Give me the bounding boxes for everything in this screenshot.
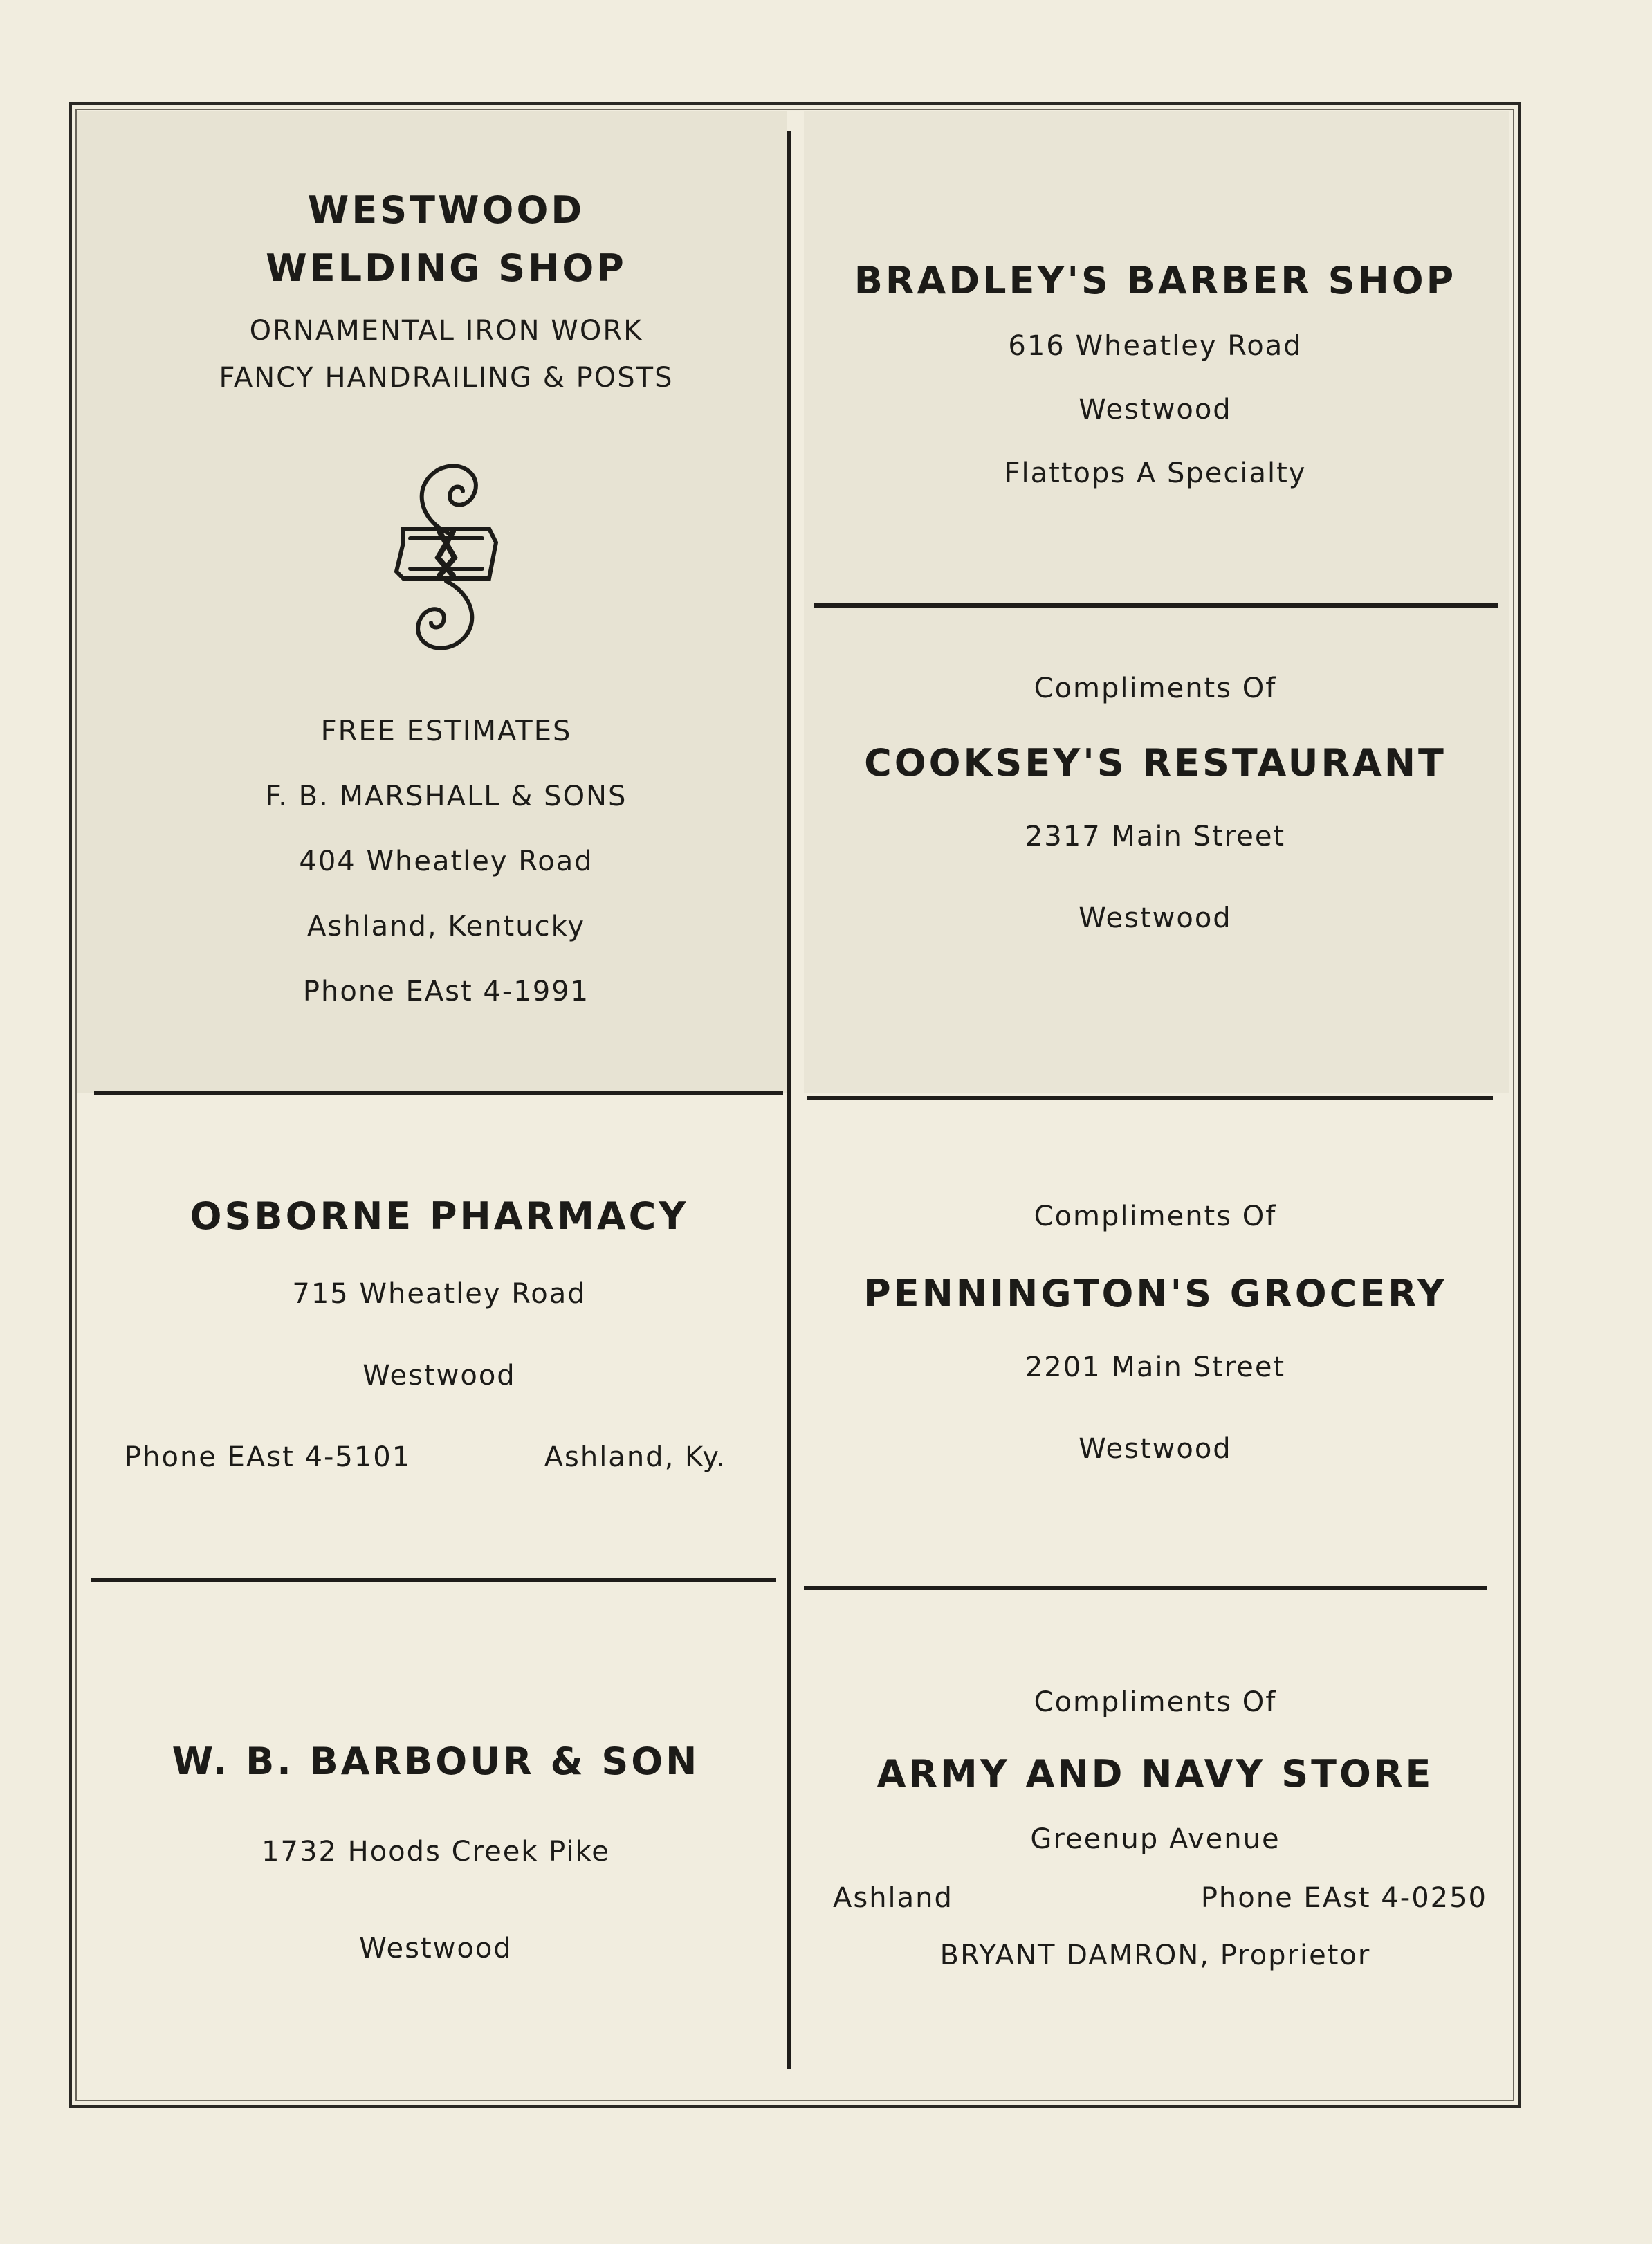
ad-westwood-welding [97,181,796,1024]
restaurant-city: Westwood [1079,902,1232,934]
welding-city: Ashland, Kentucky [307,911,585,942]
armynavy-compliments: Compliments Of [1034,1686,1277,1718]
restaurant-compliments: Compliments Of [1034,673,1277,704]
barbour-address: 1732 Hoods Creek Pike [261,1836,610,1868]
welding-name-line1: WESTWOOD [307,188,585,232]
barber-city: Westwood [1079,394,1232,426]
ad-bradleys-barber [809,252,1501,505]
welding-address: 404 Wheatley Road [299,846,594,877]
armynavy-address: Greenup Avenue [1030,1823,1281,1855]
pharmacy-name: OSBORNE PHARMACY [190,1194,689,1238]
barber-slogan: Flattops A Specialty [1004,457,1307,489]
armynavy-proprietor: BRYANT DAMRON, Proprietor [939,1940,1371,1971]
grocery-address: 2201 Main Street [1025,1351,1286,1383]
barbour-city: Westwood [359,1933,513,1964]
ad-penningtons-grocery [809,1196,1501,1470]
pharmacy-contact-row [125,1436,754,1478]
armynavy-phone: Phone EAst 4-0250 [1200,1882,1487,1914]
armynavy-name: ARMY AND NAVY STORE [877,1752,1434,1796]
welding-name-line2: WELDING SHOP [266,246,627,290]
grocery-city: Westwood [1079,1433,1232,1465]
ad-cookseys-restaurant [809,668,1501,939]
divider-left-1 [94,1091,783,1095]
divider-right-3 [804,1586,1487,1590]
ad-barbour-son [90,1733,782,1969]
ad-army-navy-store [809,1681,1501,1980]
armynavy-contact-row [809,1866,1501,1931]
divider-left-2 [91,1578,776,1582]
barber-name: BRADLEY'S BARBER SHOP [854,259,1457,302]
barber-address: 616 Wheatley Road [1008,330,1303,362]
grocery-name: PENNINGTON'S GROCERY [863,1272,1447,1315]
restaurant-address: 2317 Main Street [1025,821,1286,852]
ornamental-scroll-icon [391,457,502,657]
grocery-compliments: Compliments Of [1034,1201,1277,1232]
pharmacy-town: Ashland, Ky. [544,1441,726,1473]
welding-tagline2: FANCY HANDRAILING & POSTS [219,362,674,394]
pharmacy-address: 715 Wheatley Road [292,1278,587,1310]
welding-owner: F. B. MARSHALL & SONS [265,781,627,812]
welding-tagline1: ORNAMENTAL IRON WORK [249,315,643,347]
welding-phone: Phone EAst 4-1991 [302,976,590,1007]
barbour-name: W. B. BARBOUR & SON [172,1740,700,1783]
pharmacy-phone: Phone EAst 4-5101 [125,1441,412,1473]
armynavy-city: Ashland [833,1882,953,1914]
divider-right-2 [807,1096,1493,1100]
ad-osborne-pharmacy [125,1187,754,1478]
welding-estimates: FREE ESTIMATES [320,715,572,747]
divider-right-1 [814,603,1498,608]
restaurant-name: COOKSEY'S RESTAURANT [864,741,1447,785]
pharmacy-city: Westwood [362,1360,516,1392]
